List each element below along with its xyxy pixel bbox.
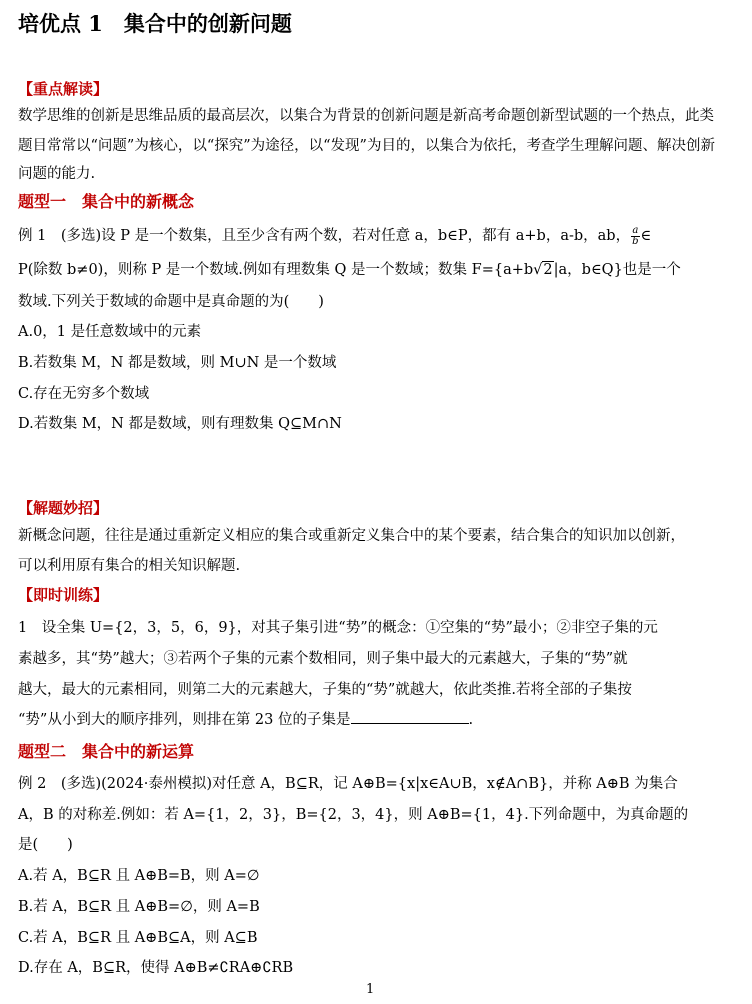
focus-line-1: 数学思维的创新是思维品质的最高层次，以集合为背景的创新问题是新高考命题创新型试题的一个热点，此类 <box>18 108 714 124</box>
example1-line-1 <box>18 224 651 247</box>
answer-blank <box>351 709 469 724</box>
example2-line-3: 是( ) <box>18 837 73 853</box>
sqrt-icon: √ <box>533 262 543 278</box>
focus-line-2: 题目常常以“问题”为核心，以“探究”为途径，以“发现”为目的，以集合为依托，考查学生理解问题、解决创新 <box>18 138 715 154</box>
practice-heading: 【即时训练】 <box>18 586 109 604</box>
page-number: 1 <box>366 982 375 997</box>
practice-line-4-text: “势”从小到大的顺序排列，则排在第 23 位的子集是 <box>18 712 351 728</box>
focus-heading: 【重点解读】 <box>18 80 109 98</box>
example1-option-b: B.若数集 M，N 都是数域，则 M∪N 是一个数域 <box>18 355 337 371</box>
practice-line-3: 越大，最大的元素相同，则第二大的元素越大，子集的“势”就越大，依此类推.若将全部的子集按 <box>18 682 632 698</box>
example1-option-d: D.若数集 M，N 都是数域，则有理数集 Q⊆M∩N <box>18 416 342 432</box>
example1-line-1-end: ∈ <box>640 228 652 244</box>
practice-line-4 <box>18 708 473 729</box>
example2-option-a: A.若 A，B⊆R 且 A⊕B=B，则 A=∅ <box>18 868 260 884</box>
type1-heading: 题型一 集合中的新概念 <box>18 192 195 211</box>
fraction-a-over-b <box>631 226 639 247</box>
example1-line-2-text: P(除数 b≠0)，则称 P 是一个数域.例如有理数集 Q 是一个数域；数集 F={a+b <box>18 262 534 278</box>
practice-line-1: 1 设全集 U={2，3，5，6，9}，对其子集引进“势”的概念：①空集的“势”最小；②非空子集的元 <box>18 620 658 636</box>
tips-line-1: 新概念问题，往往是通过重新定义相应的集合或重新定义集合中的某个要素，结合集合的知识加以创新， <box>18 528 685 544</box>
sqrt-value: 2 <box>543 262 553 278</box>
example1-option-c: C.存在无穷多个数域 <box>18 386 150 402</box>
type2-heading: 题型二 集合中的新运算 <box>18 742 195 761</box>
focus-line-3: 问题的能力. <box>18 166 96 182</box>
example1-line-3: 数域.下列关于数域的命题中是真命题的为( ) <box>18 294 324 310</box>
page-title: 培优点 1 集合中的创新问题 <box>18 11 292 36</box>
tips-heading: 【解题妙招】 <box>18 499 109 517</box>
example1-line-2 <box>18 258 681 279</box>
practice-line-4-end: . <box>468 712 474 728</box>
fraction-denominator: b <box>632 235 639 247</box>
example2-option-b: B.若 A，B⊆R 且 A⊕B=∅，则 A=B <box>18 899 260 915</box>
example2-line-1: 例 2 (多选)(2024·泰州模拟)对任意 A，B⊆R，记 A⊕B={x|x∈A∪B，x∉A∩B}，并称 A⊕B 为集合 <box>18 776 678 792</box>
tips-line-2: 可以利用原有集合的相关知识解题. <box>18 558 241 574</box>
example2-option-d: D.存在 A，B⊆R，使得 A⊕B≠∁RA⊕∁RB <box>18 960 294 976</box>
example2-option-c: C.若 A，B⊆R 且 A⊕B⊆A，则 A⊆B <box>18 930 258 946</box>
example1-option-a: A.0，1 是任意数域中的元素 <box>18 324 202 340</box>
example1-line-1-text: 例 1 (多选)设 P 是一个数集，且至少含有两个数，若对任意 a，b∈P，都有 a+b，a-b，ab， <box>18 228 631 244</box>
practice-line-2: 素越多，其“势”越大；③若两个子集的元素个数相同，则子集中最大的元素越大，子集的“势”就 <box>18 651 628 667</box>
example2-line-2: A，B 的对称差.例如：若 A={1，2，3}，B={2，3，4}，则 A⊕B={1，4}.下列命题中，为真命题的 <box>18 807 689 823</box>
fraction-numerator: a <box>632 224 639 236</box>
example1-line-2-end: |a，b∈Q}也是一个 <box>553 262 681 278</box>
